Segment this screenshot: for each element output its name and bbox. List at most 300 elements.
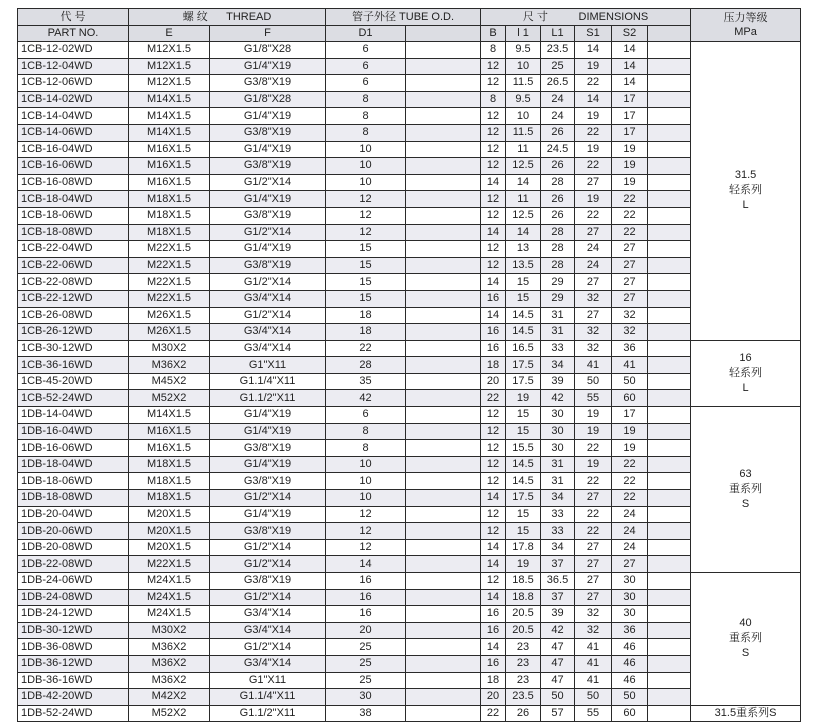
table-row [18,42,801,59]
cell-dim-l1-small: 23.5 [506,689,541,706]
cell-tube-blank [406,257,481,274]
cell-thread-f: G1/4"X19 [210,407,326,424]
cell-thread-f: G3/8"X19 [210,440,326,457]
cell-dim-l1-small: 10 [506,58,541,75]
table-row [18,622,801,639]
table-row [18,224,801,241]
table-row [18,556,801,573]
cell-tube-d1: 35 [326,373,406,390]
cell-dim-s2: 27 [612,257,648,274]
cell-thread-e: M24X1.5 [129,589,210,606]
cell-dim-s1: 27 [575,174,612,191]
table-row [18,689,801,706]
cell-dim-b: 12 [481,141,506,158]
table-row [18,473,801,490]
cell-dim-l1-small: 19 [506,390,541,407]
cell-thread-f: G3/8"X19 [210,207,326,224]
cell-thread-f: G1/4"X19 [210,108,326,125]
cell-dim-s1: 19 [575,191,612,208]
cell-dim-s2: 36 [612,622,648,639]
cell-dim-s1: 32 [575,622,612,639]
cell-dim-s1: 32 [575,606,612,623]
cell-tube-d1: 42 [326,390,406,407]
cell-tube-blank [406,124,481,141]
cell-dim-blank [648,324,691,341]
cell-thread-e: M22X1.5 [129,290,210,307]
cell-dim-b: 12 [481,407,506,424]
cell-dim-l1-small: 17.8 [506,539,541,556]
table-row [18,606,801,623]
cell-part-no: 1CB-16-08WD [18,174,129,191]
cell-tube-blank [406,141,481,158]
cell-dim-b: 12 [481,423,506,440]
cell-dim-s1: 22 [575,75,612,92]
pressure-code: S [741,498,750,511]
cell-part-no: 1CB-18-06WD [18,207,129,224]
cell-tube-d1: 20 [326,622,406,639]
cell-tube-blank [406,174,481,191]
cell-thread-f: G1/2"X14 [210,589,326,606]
cell-dim-b: 16 [481,290,506,307]
pressure-group-2 [691,407,801,573]
cell-tube-d1: 8 [326,91,406,108]
cell-dim-blank [648,75,691,92]
cell-tube-blank [406,274,481,291]
cell-tube-blank [406,158,481,175]
cell-part-no: 1CB-18-08WD [18,224,129,241]
cell-tube-blank [406,307,481,324]
cell-dim-b: 12 [481,241,506,258]
cell-dim-L1: 42 [541,622,575,639]
cell-part-no: 1CB-26-12WD [18,324,129,341]
cell-dim-blank [648,108,691,125]
cell-tube-blank [406,705,481,722]
cell-dim-l1-small: 9.5 [506,91,541,108]
cell-tube-d1: 25 [326,655,406,672]
cell-thread-e: M22X1.5 [129,556,210,573]
cell-dim-l1-small: 14 [506,224,541,241]
cell-dim-L1: 34 [541,357,575,374]
cell-thread-e: M14X1.5 [129,108,210,125]
cell-thread-f: G3/8"X19 [210,158,326,175]
cell-tube-blank [406,108,481,125]
cell-dim-s1: 22 [575,158,612,175]
cell-dim-s2: 30 [612,573,648,590]
cell-dim-s2: 19 [612,440,648,457]
cell-dim-s1: 19 [575,423,612,440]
cell-dim-s2: 24 [612,539,648,556]
cell-part-no: 1DB-30-12WD [18,622,129,639]
cell-dim-b: 12 [481,456,506,473]
cell-thread-e: M18X1.5 [129,473,210,490]
cell-dim-blank [648,390,691,407]
cell-tube-blank [406,407,481,424]
cell-dim-l1-small: 23 [506,672,541,689]
cell-tube-d1: 10 [326,141,406,158]
cell-dim-s2: 36 [612,340,648,357]
table-row [18,523,801,540]
cell-dim-s1: 27 [575,224,612,241]
cell-tube-d1: 38 [326,705,406,722]
cell-tube-blank [406,58,481,75]
cell-dim-b: 8 [481,42,506,59]
cell-dim-l1-small: 15 [506,290,541,307]
cell-dim-l1-small: 26 [506,705,541,722]
pressure-value: 16 [739,351,752,364]
cell-thread-f: G3/8"X19 [210,75,326,92]
cell-dim-s2: 22 [612,207,648,224]
table-row [18,141,801,158]
cell-dim-l1-small: 15 [506,523,541,540]
table-row [18,241,801,258]
cell-thread-f: G3/4"X14 [210,324,326,341]
cell-thread-e: M18X1.5 [129,207,210,224]
cell-thread-f: G3/4"X14 [210,655,326,672]
cell-tube-d1: 14 [326,556,406,573]
cell-dim-s2: 30 [612,589,648,606]
cell-tube-d1: 18 [326,324,406,341]
cell-dim-l1-small: 18.5 [506,573,541,590]
cell-dim-b: 12 [481,506,506,523]
cell-thread-e: M22X1.5 [129,274,210,291]
cell-dim-l1-small: 23 [506,639,541,656]
table-row [18,639,801,656]
table-row [18,340,801,357]
cell-part-no: 1CB-45-20WD [18,373,129,390]
cell-tube-d1: 16 [326,589,406,606]
cell-dim-l1-small: 15 [506,274,541,291]
cell-tube-d1: 15 [326,241,406,258]
header-thread-e: E [129,26,210,42]
header-dimensions [481,9,691,26]
cell-dim-blank [648,407,691,424]
cell-part-no: 1DB-36-08WD [18,639,129,656]
cell-tube-blank [406,589,481,606]
cell-dim-s2: 22 [612,456,648,473]
table-row [18,91,801,108]
table-row [18,108,801,125]
cell-tube-d1: 25 [326,639,406,656]
cell-thread-e: M16X1.5 [129,158,210,175]
cell-part-no: 1CB-52-24WD [18,390,129,407]
header-dimensions-en: DIMENSIONS [578,10,649,23]
cell-thread-e: M12X1.5 [129,42,210,59]
cell-dim-b: 12 [481,573,506,590]
cell-dim-blank [648,440,691,457]
cell-dim-L1: 30 [541,440,575,457]
cell-dim-l1-small: 15 [506,506,541,523]
cell-dim-b: 14 [481,174,506,191]
cell-part-no: 1CB-16-04WD [18,141,129,158]
cell-dim-b: 12 [481,75,506,92]
cell-dim-blank [648,141,691,158]
table-row [18,373,801,390]
cell-dim-s1: 19 [575,141,612,158]
pressure-code: L [742,381,749,394]
table-row [18,506,801,523]
cell-dim-b: 14 [481,556,506,573]
cell-tube-d1: 10 [326,490,406,507]
cell-dim-blank [648,257,691,274]
cell-dim-s1: 27 [575,274,612,291]
cell-dim-b: 12 [481,473,506,490]
cell-dim-s2: 22 [612,224,648,241]
cell-thread-f: G1"X11 [210,357,326,374]
cell-dim-s2: 30 [612,606,648,623]
cell-dim-blank [648,207,691,224]
cell-dim-s1: 19 [575,456,612,473]
cell-thread-f: G1/4"X19 [210,141,326,158]
cell-dim-s2: 19 [612,174,648,191]
table-row [18,423,801,440]
cell-dim-s2: 41 [612,357,648,374]
cell-tube-blank [406,473,481,490]
pressure-code: L [742,199,749,212]
table-row [18,539,801,556]
cell-dim-blank [648,606,691,623]
cell-part-no: 1CB-14-02WD [18,91,129,108]
cell-thread-e: M45X2 [129,373,210,390]
cell-tube-d1: 12 [326,207,406,224]
cell-dim-s2: 60 [612,390,648,407]
cell-dim-b: 14 [481,274,506,291]
cell-thread-f: G3/8"X19 [210,473,326,490]
header-tube-od: 管子外径 TUBE O.D. [326,9,481,26]
header-tube-blank [406,26,481,42]
cell-dim-blank [648,423,691,440]
cell-dim-s1: 27 [575,556,612,573]
table-row [18,124,801,141]
cell-dim-s2: 46 [612,639,648,656]
cell-dim-L1: 31 [541,307,575,324]
cell-dim-b: 14 [481,307,506,324]
cell-dim-L1: 57 [541,705,575,722]
cell-thread-f: G1"X11 [210,672,326,689]
cell-part-no: 1DB-36-16WD [18,672,129,689]
cell-dim-L1: 47 [541,672,575,689]
cell-thread-e: M20X1.5 [129,539,210,556]
cell-dim-L1: 28 [541,257,575,274]
cell-tube-blank [406,224,481,241]
cell-dim-s2: 32 [612,324,648,341]
cell-thread-e: M52X2 [129,390,210,407]
cell-dim-s1: 22 [575,506,612,523]
cell-thread-e: M36X2 [129,357,210,374]
cell-dim-l1-small: 11.5 [506,75,541,92]
cell-thread-e: M36X2 [129,672,210,689]
table-row [18,490,801,507]
cell-part-no: 1DB-24-12WD [18,606,129,623]
cell-dim-L1: 33 [541,523,575,540]
cell-dim-blank [648,307,691,324]
cell-tube-blank [406,639,481,656]
cell-part-no: 1CB-12-02WD [18,42,129,59]
cell-dim-L1: 28 [541,241,575,258]
cell-tube-blank [406,689,481,706]
cell-dim-s1: 22 [575,207,612,224]
cell-dim-b: 12 [481,440,506,457]
cell-tube-blank [406,423,481,440]
cell-dim-L1: 39 [541,606,575,623]
cell-dim-b: 12 [481,58,506,75]
cell-part-no: 1CB-16-06WD [18,158,129,175]
cell-dim-s2: 50 [612,689,648,706]
cell-dim-L1: 28 [541,174,575,191]
cell-dim-l1-small: 20.5 [506,606,541,623]
cell-part-no: 1CB-12-06WD [18,75,129,92]
cell-dim-l1-small: 14.5 [506,324,541,341]
cell-dim-b: 20 [481,373,506,390]
cell-part-no: 1DB-36-12WD [18,655,129,672]
cell-dim-s2: 14 [612,58,648,75]
cell-tube-blank [406,207,481,224]
cell-dim-L1: 26 [541,191,575,208]
cell-tube-blank [406,241,481,258]
cell-tube-d1: 15 [326,257,406,274]
cell-thread-e: M36X2 [129,655,210,672]
cell-thread-f: G1/4"X19 [210,241,326,258]
cell-thread-e: M20X1.5 [129,506,210,523]
header-dim-s2: S2 [612,26,648,42]
cell-tube-d1: 15 [326,274,406,291]
cell-dim-s2: 32 [612,307,648,324]
cell-dim-l1-small: 17.5 [506,373,541,390]
cell-dim-blank [648,241,691,258]
cell-dim-blank [648,523,691,540]
pressure-group-1 [691,340,801,406]
cell-dim-b: 14 [481,639,506,656]
cell-thread-e: M26X1.5 [129,324,210,341]
cell-dim-s1: 32 [575,324,612,341]
cell-dim-blank [648,42,691,59]
cell-thread-f: G1/2"X14 [210,224,326,241]
cell-dim-s1: 41 [575,672,612,689]
cell-thread-f: G3/8"X19 [210,573,326,590]
cell-dim-b: 14 [481,539,506,556]
cell-dim-l1-small: 12.5 [506,207,541,224]
table-row [18,655,801,672]
cell-dim-s1: 32 [575,290,612,307]
cell-tube-blank [406,622,481,639]
table-row [18,158,801,175]
pressure-series: 轻系列 [729,184,763,197]
cell-tube-blank [406,556,481,573]
cell-dim-L1: 29 [541,290,575,307]
cell-tube-d1: 12 [326,523,406,540]
cell-tube-d1: 10 [326,456,406,473]
cell-dim-s1: 19 [575,108,612,125]
cell-dim-s2: 19 [612,423,648,440]
cell-thread-e: M16X1.5 [129,174,210,191]
header-thread-f: F [210,26,326,42]
cell-thread-f: G1/2"X14 [210,490,326,507]
cell-dim-s2: 50 [612,373,648,390]
cell-part-no: 1DB-52-24WD [18,705,129,722]
cell-thread-f: G3/8"X19 [210,257,326,274]
cell-tube-d1: 28 [326,357,406,374]
cell-dim-blank [648,456,691,473]
cell-tube-blank [406,357,481,374]
header-dim-L1: L1 [541,26,575,42]
cell-part-no: 1DB-24-06WD [18,573,129,590]
cell-dim-b: 20 [481,689,506,706]
cell-dim-l1-small: 10 [506,108,541,125]
cell-part-no: 1CB-36-16WD [18,357,129,374]
header-dimensions-cn: 尺 寸 [522,10,548,23]
cell-dim-l1-small: 15 [506,423,541,440]
cell-dim-s1: 14 [575,91,612,108]
cell-tube-blank [406,539,481,556]
table-row [18,390,801,407]
cell-thread-e: M16X1.5 [129,141,210,158]
header-dim-blank [648,26,691,42]
cell-dim-L1: 34 [541,539,575,556]
cell-dim-b: 12 [481,158,506,175]
cell-part-no: 1CB-22-12WD [18,290,129,307]
cell-dim-s1: 55 [575,705,612,722]
cell-dim-s1: 55 [575,390,612,407]
cell-thread-e: M30X2 [129,622,210,639]
cell-part-no: 1DB-20-06WD [18,523,129,540]
cell-thread-e: M18X1.5 [129,224,210,241]
cell-thread-f: G1/4"X19 [210,506,326,523]
cell-tube-d1: 16 [326,573,406,590]
cell-dim-l1-small: 13 [506,241,541,258]
cell-tube-blank [406,523,481,540]
cell-thread-e: M16X1.5 [129,440,210,457]
cell-thread-e: M18X1.5 [129,490,210,507]
cell-dim-b: 12 [481,108,506,125]
cell-thread-e: M14X1.5 [129,91,210,108]
cell-dim-L1: 30 [541,407,575,424]
cell-tube-d1: 12 [326,539,406,556]
cell-tube-d1: 6 [326,407,406,424]
cell-part-no: 1DB-18-04WD [18,456,129,473]
cell-dim-L1: 28 [541,224,575,241]
cell-dim-l1-small: 23 [506,655,541,672]
cell-dim-L1: 26 [541,207,575,224]
cell-dim-blank [648,506,691,523]
table-row [18,440,801,457]
cell-dim-s2: 14 [612,75,648,92]
cell-tube-d1: 8 [326,124,406,141]
cell-dim-L1: 37 [541,589,575,606]
cell-dim-l1-small: 12.5 [506,158,541,175]
cell-part-no: 1CB-22-06WD [18,257,129,274]
cell-dim-b: 16 [481,622,506,639]
cell-dim-b: 12 [481,207,506,224]
table-row [18,456,801,473]
cell-dim-blank [648,473,691,490]
table-row [18,672,801,689]
cell-dim-l1-small: 19 [506,556,541,573]
cell-dim-b: 12 [481,191,506,208]
cell-part-no: 1DB-18-08WD [18,490,129,507]
cell-dim-blank [648,58,691,75]
cell-thread-f: G1.1/2"X11 [210,705,326,722]
table-row [18,207,801,224]
cell-dim-s2: 46 [612,655,648,672]
cell-dim-s2: 27 [612,290,648,307]
header-dim-b: B [481,26,506,42]
cell-tube-blank [406,191,481,208]
cell-dim-blank [648,224,691,241]
cell-tube-d1: 8 [326,108,406,125]
cell-thread-f: G3/4"X14 [210,622,326,639]
cell-dim-L1: 30 [541,423,575,440]
cell-dim-l1-small: 9.5 [506,42,541,59]
cell-dim-blank [648,689,691,706]
